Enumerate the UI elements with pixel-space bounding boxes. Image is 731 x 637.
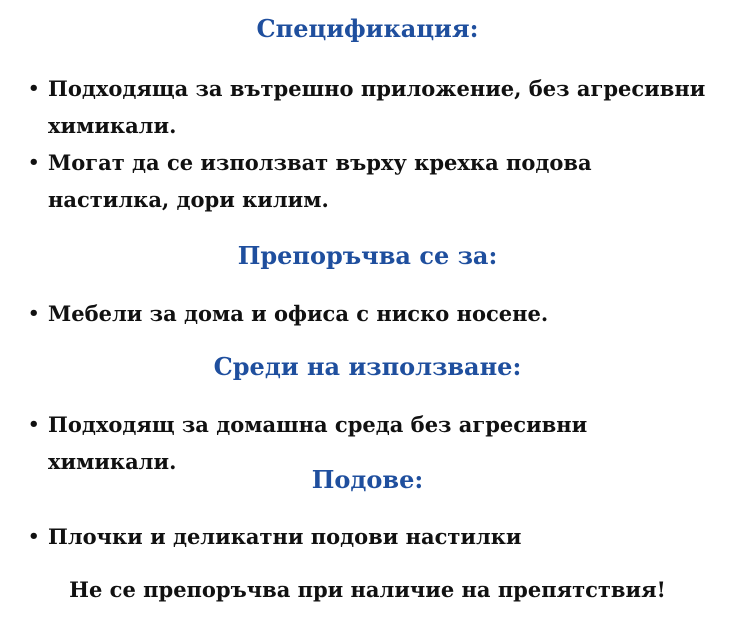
bullet-icon: • xyxy=(28,152,40,173)
specification-list xyxy=(26,70,709,218)
section-heading-floors: Подове: xyxy=(311,465,424,494)
recommended-for-list xyxy=(26,295,709,332)
bullet-icon: • xyxy=(28,78,40,99)
list-item-text: Подходящ за домашна среда без агресивни химикали. xyxy=(48,412,588,474)
bullet-icon: • xyxy=(28,303,40,324)
closing-note: Не се препоръчва при наличие на препятствия! xyxy=(69,577,666,602)
bullet-icon: • xyxy=(28,414,40,435)
list-item-text: Подходяща за вътрешно приложение, без агресивни химикали. xyxy=(48,76,706,138)
section-heading-specification: Спецификация: xyxy=(256,14,479,43)
section-heading-environments: Среди на използване: xyxy=(213,352,522,381)
list-item-text: Мебели за дома и офиса с ниско носене. xyxy=(48,301,549,326)
list-item xyxy=(26,518,709,555)
bullet-icon: • xyxy=(28,526,40,547)
list-item xyxy=(26,144,709,218)
section-heading-recommended-for: Препоръчва се за: xyxy=(237,241,498,270)
list-item-text: Могат да се използват върху крехка подова настилка, дори килим. xyxy=(48,150,592,212)
list-item xyxy=(26,295,709,332)
list-item-text: Плочки и деликатни подови настилки xyxy=(48,524,522,549)
floors-list xyxy=(26,518,709,555)
list-item xyxy=(26,70,709,144)
